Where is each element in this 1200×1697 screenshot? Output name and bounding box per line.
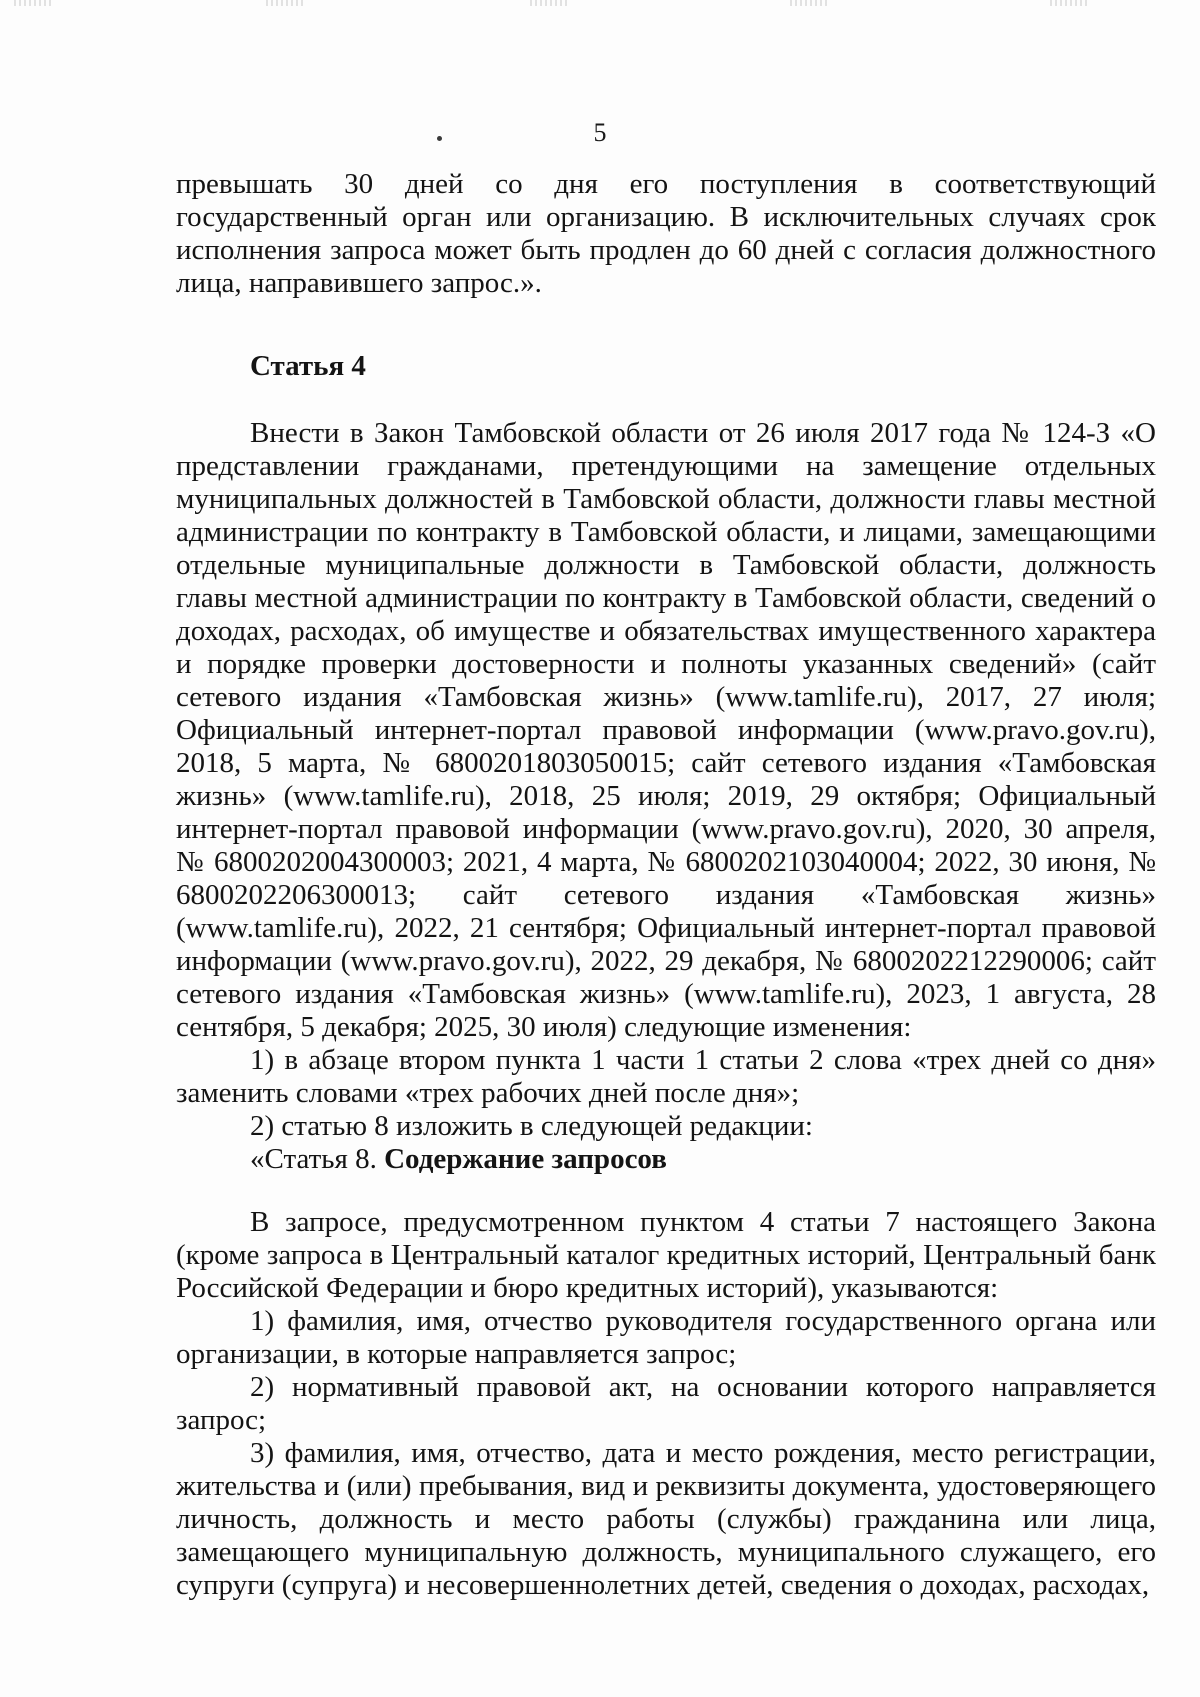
- scan-artifact: [1050, 0, 1090, 6]
- scan-artifact: [530, 0, 570, 6]
- article-4-heading: Статья 4: [250, 350, 366, 382]
- scan-artifact: [266, 0, 306, 6]
- scan-artifact: [14, 0, 54, 6]
- paragraph-intro: превышать 30 дней со дня его поступления в соответствующий государственный орган или организацию. В исключительных случаях срок исполнения запроса может быть продлен до 60 дней с согласия должностного лица, направившего запрос.».: [176, 168, 1156, 299]
- quoted-article-heading: [176, 1143, 1156, 1176]
- article-4-body: Внести в Закон Тамбовской области от 26 июля 2017 года № 124-З «О представлении гражданами, претендующими на замещение отдельных муниципальных должностей в Тамбовской области, должности главы местной администрации по контракту в Тамбовской области, и лицами, замещающими отдельные муниципальные должности в Тамбовской области, должность главы местной администрации по контракту в Тамбовской области, сведений о доходах, расходах, об имуществе и обязательствах имущественного характера и порядке проверки достоверности и полноты указанных сведений» (сайт сетевого издания «Тамбовская жизнь» (www.tamlife.ru), 2017, 27 июля; Официальный интернет-портал правовой информации (www.pravo.gov.ru), 2018, 5 марта, № 6800201803050015; сайт сетевого издания «Тамбовская жизнь» (www.tamlife.ru), 2018, 25 июля; 2019, 29 октября; Официальный интернет-портал правовой информации (www.pravo.gov.ru), 2020, 30 апреля, № 6800202004300003; 2021, 4 марта, № 6800202103040004; 2022, 30 июня, № 6800202206300013; сайт сетевого издания «Тамбовская жизнь» (www.tamlife.ru), 2022, 21 сентября; Официальный интернет-портал правовой информации (www.pravo.gov.ru), 2022, 29 декабря, № 6800202212290006; сайт сетевого издания «Тамбовская жизнь» (www.tamlife.ru), 2023, 1 августа, 28 сентября, 5 декабря; 2025, 30 июля) следующие изменения:: [176, 417, 1156, 1043]
- amendment-item-1: 1) в абзаце втором пункта 1 части 1 статьи 2 слова «трех дней со дня» заменить словами «трех рабочих дней после дня»;: [176, 1044, 1156, 1109]
- request-item-3: 3) фамилия, имя, отчество, дата и место рождения, место регистрации, жительства и (или) пребывания, вид и реквизиты документа, удостоверяющего личность, должность и место работы (службы) гражданина или лица, замещающего муниципальную должность, муниципального служащего, его супруги (супруга) и несовершеннолетних детей, сведения о доходах, расходах,: [176, 1437, 1156, 1601]
- page-number: 5: [593, 118, 607, 147]
- document-body: [176, 168, 1156, 1602]
- request-item-2: 2) нормативный правовой акт, на основании которого направляется запрос;: [176, 1371, 1156, 1436]
- quoted-article-title: Содержание запросов: [384, 1143, 667, 1175]
- amendment-item-2: 2) статью 8 изложить в следующей редакции:: [250, 1110, 813, 1142]
- request-intro: В запросе, предусмотренном пунктом 4 статьи 7 настоящего Закона (кроме запроса в Центральный каталог кредитных историй, Центральный банк Российской Федерации и бюро кредитных историй), указываются:: [176, 1206, 1156, 1304]
- request-item-1: 1) фамилия, имя, отчество руководителя государственного органа или организации, в которые направляется запрос;: [176, 1305, 1156, 1370]
- quoted-article-prefix: «Статья 8.: [250, 1143, 385, 1175]
- scan-artifact: [790, 0, 830, 6]
